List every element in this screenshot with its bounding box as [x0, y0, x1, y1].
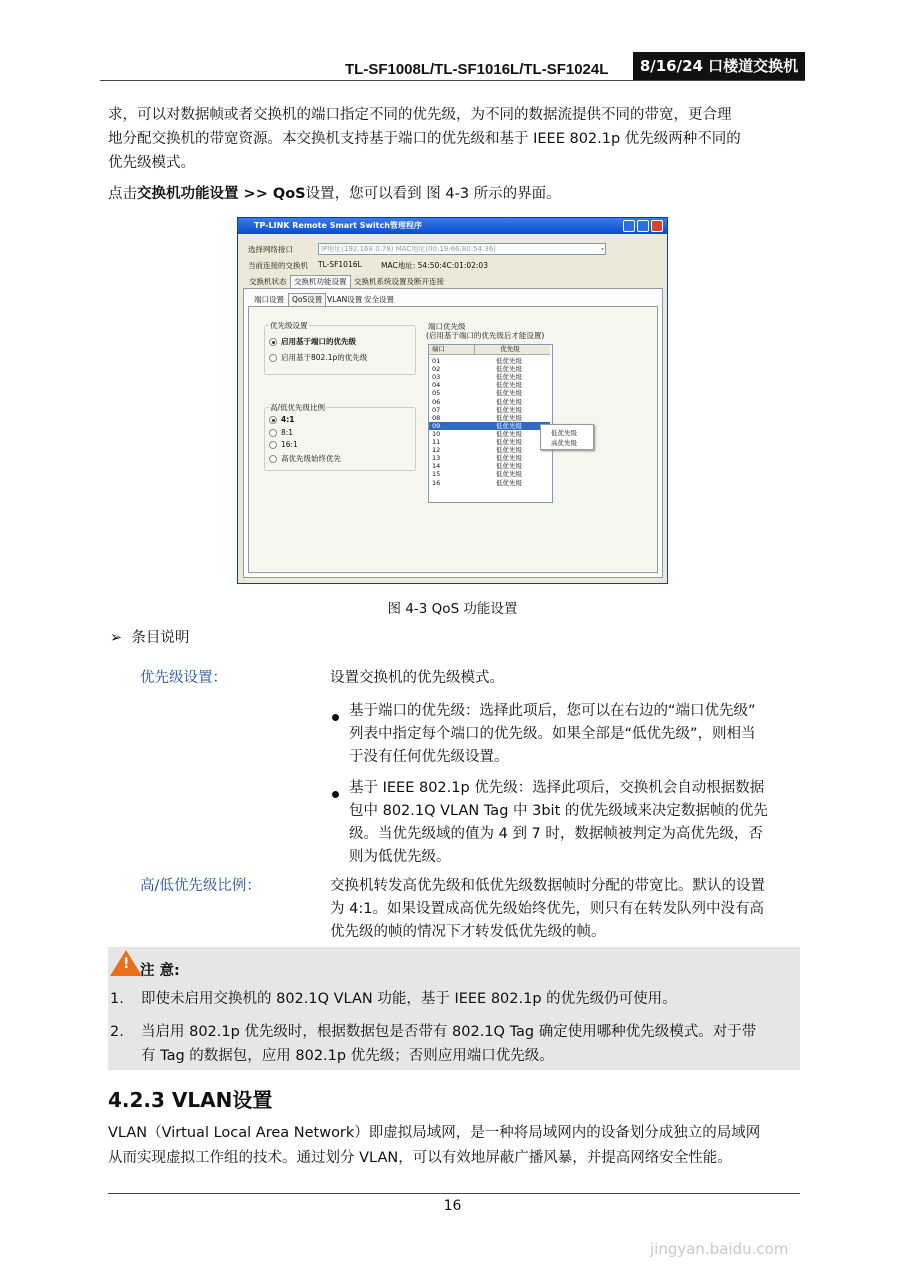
port-cell: 05 [432, 389, 441, 398]
list-row[interactable] [429, 406, 550, 414]
port-cell: 12 [432, 446, 441, 455]
port-cell: 08 [432, 413, 441, 422]
nav-path: 交换机功能设置 >> QoS [137, 186, 306, 202]
list-row[interactable] [429, 462, 550, 470]
subtab-port[interactable]: 端口设置 [254, 295, 284, 304]
bullet-text: 包中 802.1Q VLAN Tag 中 3bit 的优先级域来决定数据帧的优先 [349, 803, 768, 819]
iface-select[interactable] [318, 243, 606, 255]
minimize-icon[interactable] [623, 220, 635, 232]
nav-sentence [108, 182, 561, 206]
priority-cell: 低优先级 [496, 454, 522, 463]
priority-cell: 低优先级 [496, 389, 522, 398]
footer-rule [108, 1193, 800, 1194]
list-row[interactable] [429, 389, 550, 397]
port-cell: 09 [432, 421, 441, 430]
list-row[interactable] [429, 373, 550, 381]
radio-ratio-16-1[interactable] [269, 440, 298, 449]
term-desc: 优先级的帧的情况下才转发低优先级的帧。 [330, 924, 606, 940]
priority-cell: 低优先级 [496, 421, 522, 430]
list-row[interactable] [429, 454, 550, 462]
priority-cell: 低优先级 [496, 446, 522, 455]
priority-cell: 低优先级 [496, 462, 522, 471]
nav-pre: 点击 [108, 186, 137, 202]
subtab-security[interactable]: 安全设置 [364, 295, 394, 304]
window-title: TP-LINK Remote Smart Switch管理程序 [254, 221, 422, 230]
term-desc: 交换机转发高优先级和低优先级数据帧时分配的带宽比。默认的设置 [330, 878, 765, 894]
note-text: 当启用 802.1p 优先级时，根据数据包是否带有 802.1Q Tag 确定使用哪种优先级模式。对于带 [141, 1024, 757, 1040]
subtab-vlan[interactable]: VLAN设置 [327, 295, 363, 304]
figure-caption: 图 4-3 QoS 功能设置 [387, 601, 518, 617]
iface-label: 选择网络接口 [248, 245, 293, 254]
items-title: 条目说明 [131, 630, 190, 646]
port-cell: 04 [432, 381, 441, 390]
conn-mac: MAC地址: 54:50:4C:01:02:03 [381, 261, 488, 270]
priority-cell: 低优先级 [496, 429, 522, 438]
port-priority-hint: (启用基于端口的优先级后才能设置) [426, 331, 545, 340]
conn-model: TL-SF1016L [318, 260, 362, 269]
list-row[interactable] [429, 470, 550, 478]
arrow-bullet-icon: ➢ [110, 630, 132, 646]
tab-system-settings[interactable]: 交换机系统设置及断开连接 [354, 277, 444, 286]
port-cell: 11 [432, 438, 441, 446]
port-cell: 02 [432, 365, 441, 374]
note-num: 1. [110, 991, 124, 1007]
bullet-text: 级。当优先级域的值为 4 到 7 时，数据帧被判定为高优先级，否 [349, 826, 763, 842]
radio-ratio-4-1[interactable] [269, 415, 294, 424]
bullet-text: 列表中指定每个端口的优先级。如果全部是“低优先级”，则相当 [349, 726, 756, 742]
group-legend: 高/低优先级比例 [270, 403, 326, 412]
list-row[interactable] [429, 422, 550, 430]
radio-ratio-8-1[interactable] [269, 428, 293, 437]
ratio-group [264, 403, 416, 471]
close-icon[interactable] [651, 220, 663, 232]
app-window-screenshot [237, 217, 668, 584]
subtab-qos[interactable]: QoS设置 [288, 293, 326, 306]
context-menu [540, 424, 594, 450]
bullet-text: 于没有任何优先级设置。 [349, 749, 509, 765]
priority-cell: 低优先级 [496, 413, 522, 422]
port-cell: 14 [432, 462, 441, 471]
section-body: 从而实现虚拟工作组的技术。通过划分 VLAN，可以有效地屏蔽广播风暴，并提高网络安全性能。 [108, 1150, 732, 1166]
list-row[interactable] [429, 398, 550, 406]
items-heading [110, 626, 189, 650]
tab-switch-function[interactable]: 交换机功能设置 [290, 275, 351, 288]
port-cell: 06 [432, 397, 441, 406]
priority-cell: 低优先级 [496, 381, 522, 390]
iface-value: IP地址(192.168.0.78) MAC地址(00:19:66:80:54:36) [321, 245, 497, 253]
priority-mode-group [264, 321, 416, 375]
menu-item-high-priority[interactable]: 高优先级 [551, 439, 577, 447]
radio-high-always[interactable] [269, 453, 341, 464]
priority-cell: 低优先级 [496, 365, 522, 374]
note-text: 即使未启用交换机的 802.1Q VLAN 功能，基于 IEEE 802.1p 的优先级仍可使用。 [141, 991, 677, 1007]
radio-label: 启用基于端口的优先级 [281, 337, 356, 346]
port-cell: 15 [432, 470, 441, 479]
col-port[interactable]: 端口 [432, 345, 445, 353]
title-bar [238, 218, 667, 234]
port-cell: 13 [432, 454, 441, 463]
list-row[interactable] [429, 479, 550, 487]
nav-rest: 设置，您可以看到 图 4-3 所示的界面。 [305, 186, 561, 202]
bullet-text: 则为低优先级。 [349, 849, 451, 865]
warning-icon: ! [110, 950, 142, 976]
radio-label: 高优先级始终优先 [281, 454, 341, 463]
group-legend: 优先级设置 [270, 321, 308, 330]
term-priority-setting: 优先级设置： [140, 670, 227, 686]
watermark-url: jingyan.baidu.com [650, 1240, 789, 1258]
note-text: 有 Tag 的数据包，应用 802.1p 优先级；否则应用端口优先级。 [141, 1048, 554, 1064]
list-row[interactable] [429, 430, 550, 438]
port-priority-title: 端口优先级 [428, 322, 466, 331]
bullet-text: 基于端口的优先级：选择此项后，您可以在右边的“端口优先级” [349, 703, 756, 719]
port-cell: 07 [432, 405, 441, 414]
bullet-icon [332, 791, 339, 798]
chevron-down-icon[interactable]: ▾ [600, 246, 604, 253]
term-desc: 设置交换机的优先级模式。 [330, 670, 504, 686]
tab-switch-status[interactable]: 交换机状态 [249, 277, 287, 286]
port-cell: 01 [432, 357, 441, 365]
note-box [108, 947, 800, 1070]
list-row[interactable] [429, 446, 550, 454]
intro-line: 地分配交换机的带宽资源。本交换机支持基于端口的优先级和基于 IEEE 802.1p 优先级两种不同的 [108, 131, 741, 147]
radio-label: 启用基于802.1p的优先级 [281, 353, 368, 362]
list-row[interactable] [429, 414, 550, 422]
term-desc: 为 4:1。如果设置成高优先级始终优先，则只有在转发队列中没有高 [330, 901, 764, 917]
priority-cell: 低优先级 [496, 373, 522, 382]
radio-label: 4:1 [281, 415, 295, 424]
header-rule [100, 80, 805, 81]
port-cell: 16 [432, 478, 441, 487]
maximize-icon[interactable] [637, 220, 649, 232]
list-row[interactable] [429, 365, 550, 373]
list-row[interactable] [429, 381, 550, 389]
port-cell: 10 [432, 429, 441, 438]
bullet-icon [332, 714, 339, 721]
radio-label: 8:1 [281, 428, 294, 437]
intro-line: 优先级模式。 [108, 155, 195, 171]
radio-port-priority[interactable] [269, 336, 356, 347]
term-ratio: 高/低优先级比例： [140, 878, 261, 894]
priority-cell: 低优先级 [496, 357, 522, 365]
conn-label: 当前连接的交换机 [248, 261, 308, 270]
list-row[interactable] [429, 357, 550, 365]
radio-label: 16:1 [281, 440, 298, 449]
note-num: 2. [110, 1024, 124, 1040]
port-priority-list[interactable] [428, 344, 553, 503]
priority-cell: 低优先级 [496, 438, 522, 446]
priority-cell: 低优先级 [496, 470, 522, 479]
header-model: TL-SF1008L/TL-SF1016L/TL-SF1024L [345, 61, 609, 78]
list-row[interactable] [429, 438, 550, 446]
note-title: 注 意: [140, 963, 180, 979]
section-body: VLAN（Virtual Local Area Network）即虚拟局域网，是一种将局域网内的设备划分成独立的局域网 [108, 1125, 761, 1141]
radio-8021p-priority[interactable] [269, 352, 367, 363]
bullet-text: 基于 IEEE 802.1p 优先级：选择此项后，交换机会自动根据数据 [349, 780, 765, 796]
col-priority[interactable]: 优先级 [474, 345, 545, 354]
intro-line: 求，可以对数据帧或者交换机的端口指定不同的优先级，为不同的数据流提供不同的带宽，更合理 [108, 107, 732, 123]
list-header [429, 345, 550, 355]
section-heading: 4.2.3 VLAN设置 [108, 1088, 273, 1112]
priority-cell: 低优先级 [496, 397, 522, 406]
page-number: 16 [443, 1198, 462, 1214]
menu-item-low-priority[interactable]: 低优先级 [551, 429, 577, 437]
priority-cell: 低优先级 [496, 405, 522, 414]
header-product: 8/16/24 口楼道交换机 [633, 52, 805, 80]
priority-cell: 低优先级 [496, 478, 522, 487]
port-cell: 03 [432, 373, 441, 382]
